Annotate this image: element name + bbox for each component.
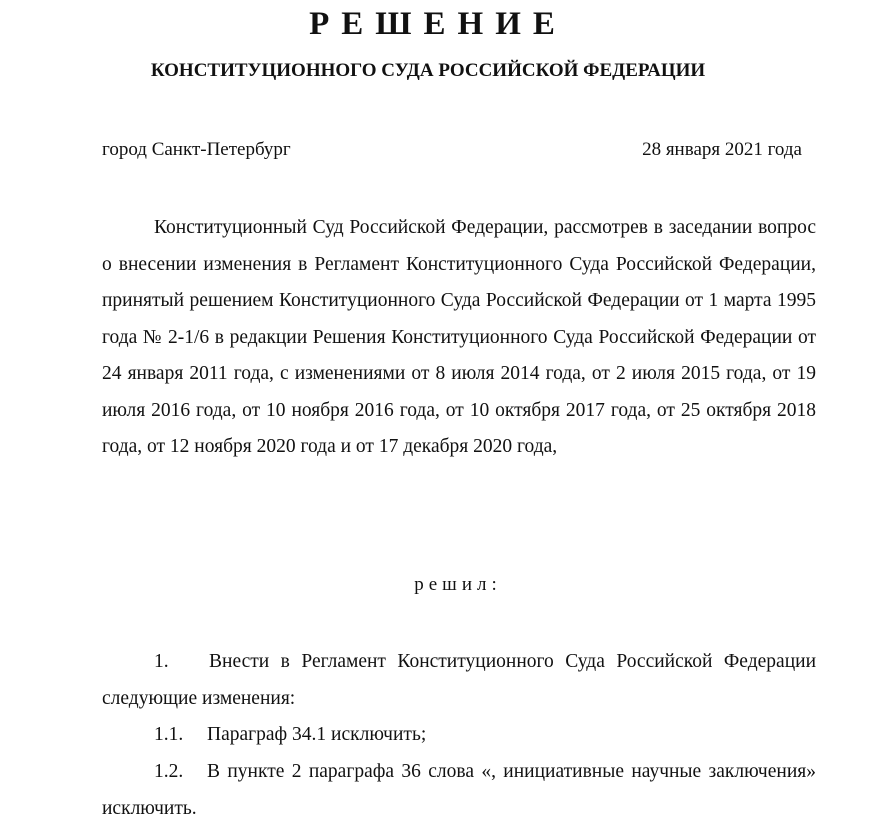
document-subtitle: КОНСТИТУЦИОННОГО СУДА РОССИЙСКОЙ ФЕДЕРАЦИИ [150,60,706,81]
item-text: В пункте 2 параграфа 36 слова «, инициативные научные заключения» исключить. [102,761,816,819]
resolved-heading: решил: [414,574,502,595]
item-number: 1. [154,651,169,672]
document-date: 28 января 2021 года [642,139,802,160]
document-title: РЕШЕНИЕ [309,6,567,42]
item-number: 1.1. [154,724,184,745]
document-place: город Санкт-Петербург [102,139,291,160]
item-text: Внести в Регламент Конституционного Суда Российской Федерации следующие изменения: [102,651,816,709]
preamble-paragraph: Конституционный Суд Российской Федерации, рассмотрев в заседании вопрос о внесении изменения в Регламент Конституционного Суда Российской Федерации, принятый решением Конституционного Суда Российской Федерации от 1 марта 1995 года № 2-1/6 в редакции Решения Конституционного Суда Российской Федерации от 24 января 2011 года, с изменениями от 8 июля 2014 года, от 2 июля 2015 года, от 19 июля 2016 года, от 10 ноября 2016 года, от 10 октября 2017 года, от 25 октября 2018 года, от 12 ноября 2020 года и от 17 декабря 2020 года, [102,217,816,457]
place-date-line [102,137,802,163]
item-1-1 [102,717,816,754]
item-1-2 [102,754,816,827]
item-text: Параграф 34.1 исключить; [207,724,427,745]
item-number: 1.2. [154,761,184,782]
item-1 [102,644,816,717]
